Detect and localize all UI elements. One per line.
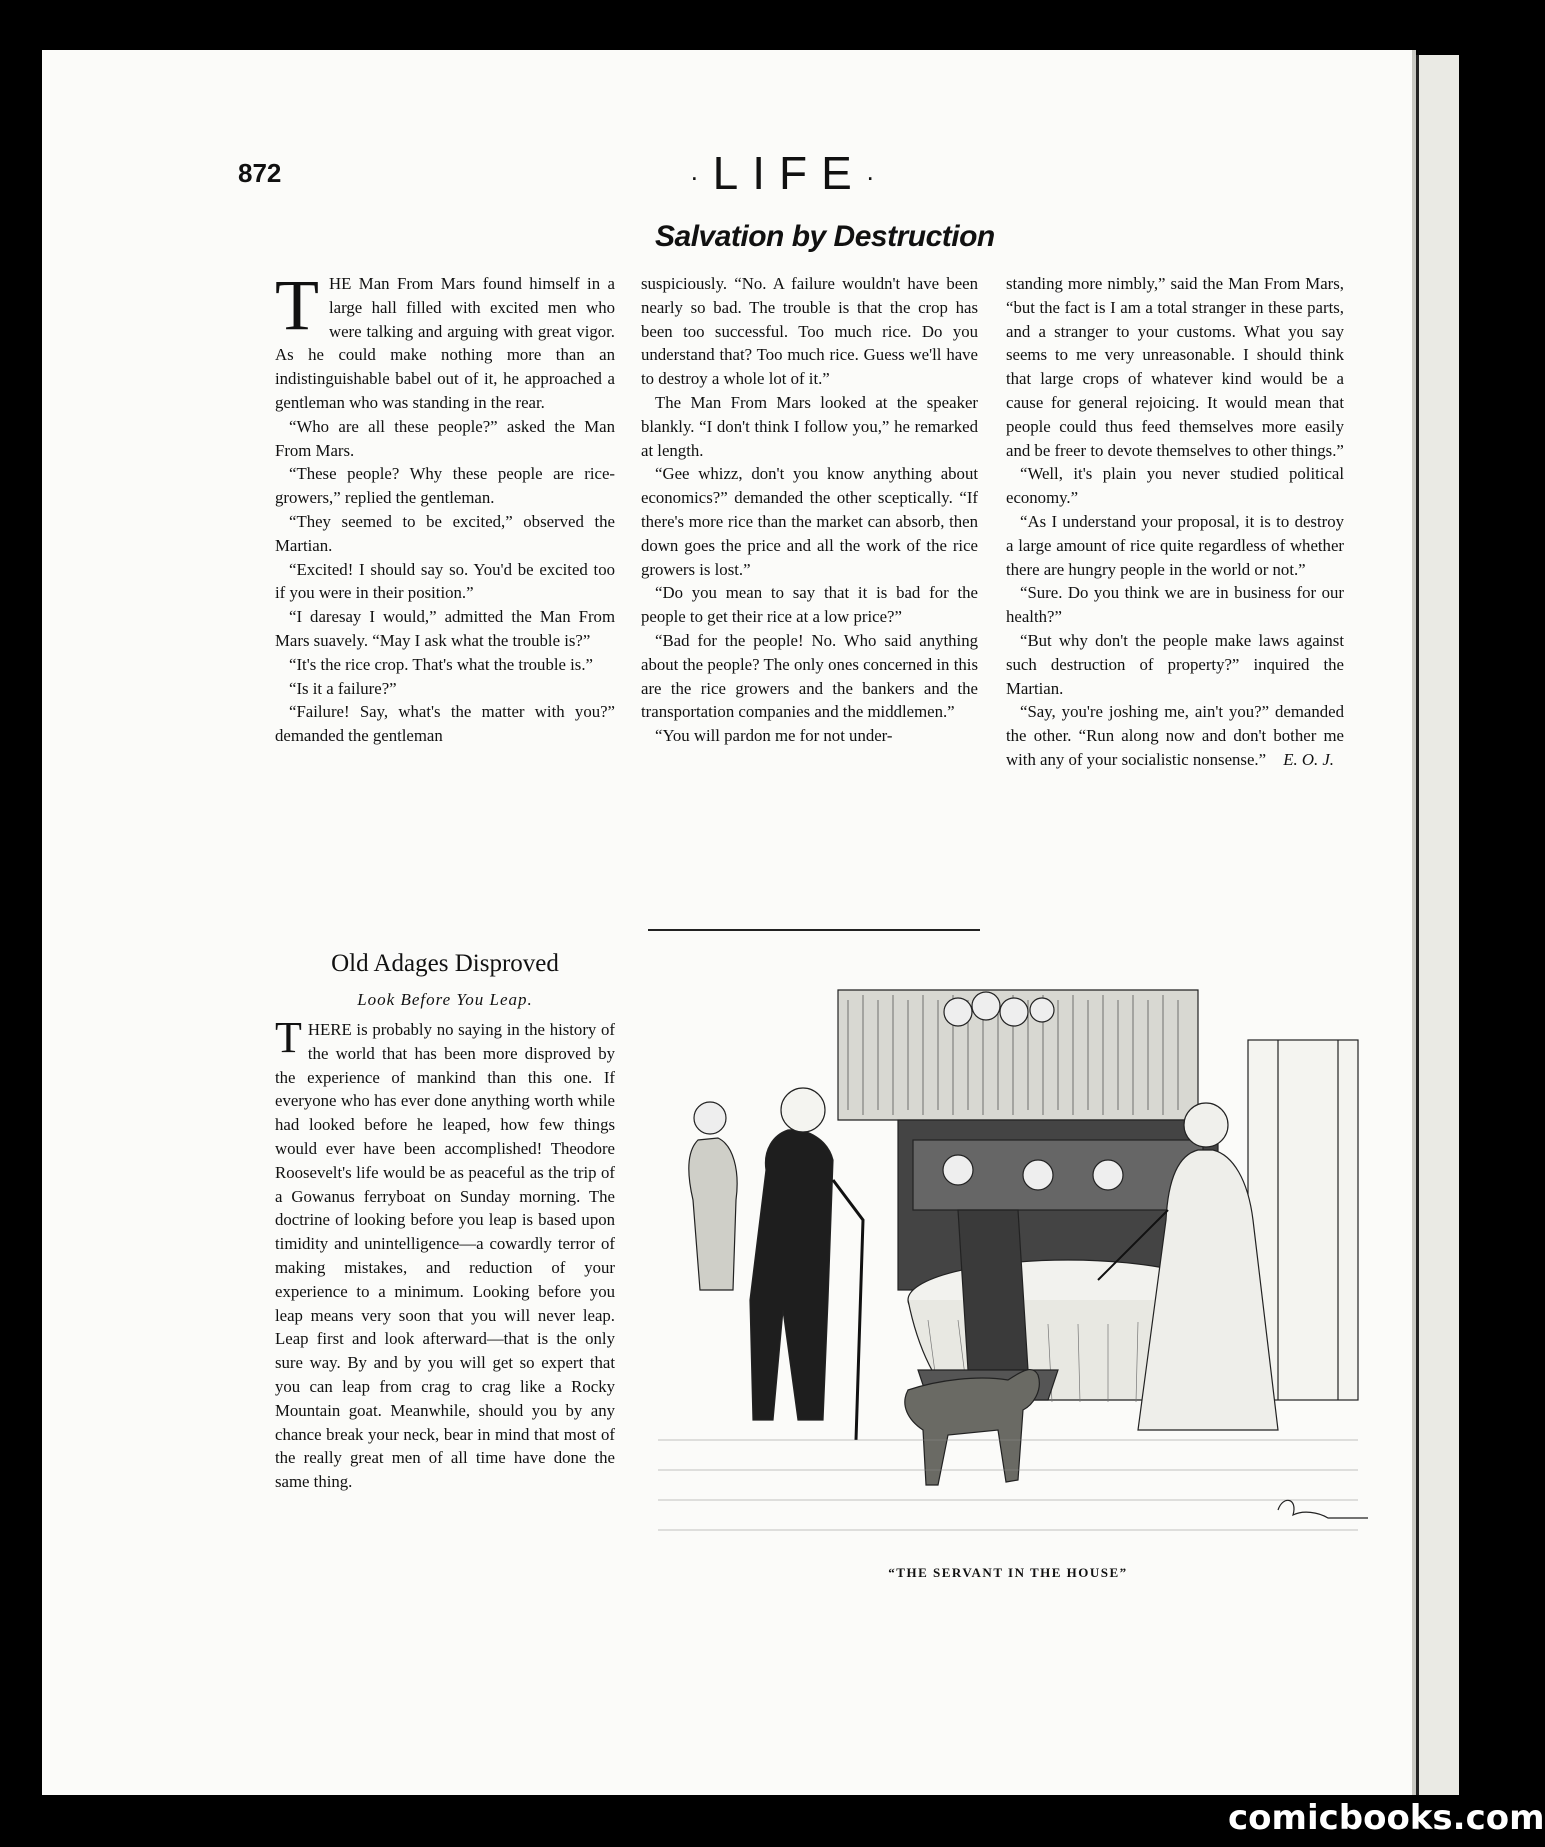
article2-body [275,1013,615,1494]
masthead-dot-right: · [865,161,889,192]
paragraph: “As I understand your proposal, it is to destroy a large amount of rice quite regardless of whether there are hungry people in the world or not.” [1006,511,1344,579]
paragraph: “They seemed to be excited,” observed the Martian. [275,511,615,555]
paragraph: THE Man From Mars found himself in a large hall filled with excited men who were talking and arguing with great vigor. As he could make nothing more than an indistinguishable babel out of it, he approached a gentleman who was standing in the rear. [275,265,615,412]
paragraph: “Excited! I should say so. You'd be excited too if you were in their position.” [275,559,615,603]
paragraph: “Is it a failure?” [289,678,397,698]
site-watermark: comicbooks.com [1228,1798,1545,1838]
paragraph: “Say, you're joshing me, ain't you?” demanded the other. “Run along now and don't bother me with any of your socialistic nonsense.” E. O. J. [1006,700,1344,771]
paragraph: “Sure. Do you think we are in business for our health?” [1006,583,1344,627]
illustration-servant-in-the-house [638,970,1378,1546]
article1-column-1 [275,265,615,748]
paragraph: “But why don't the people make laws against such destruction of property?” inquired the Martian. [1006,630,1344,698]
drop-cap: T [275,1013,302,1062]
adjacent-page-edge [1416,55,1459,1795]
paragraph: “Do you mean to say that it is bad for the people to get their rice at a low price?” [641,583,978,627]
paragraph: “Gee whizz, don't you know anything about economics?” demanded the other sceptically. “If there's more rice than the market can absorb, then down goes the price and all the work of the rice growers is lost.” [641,464,978,579]
paragraph: “Well, it's plain you never studied political economy.” [1006,464,1344,508]
paragraph: standing more nimbly,” said the Man From Mars, “but the fact is I am a total stranger in these parts, and a stranger to your customs. What you say seems to me very unreasonable. I should think that large crops of whatever kind would be a cause for general rejoicing. It would mean that people could thus feed themselves more easily and be freer to devote themselves to other things.” [1006,274,1344,460]
paragraph: THERE is probably no saying in the history of the world that has been more disproved by the experience of mankind than this one. If everyone who has ever done anything worth while had looked before he leaped, how few things would ever have been accomplished! Theodore Roosevelt's life would be as peaceful as the trip of a Gowanus ferryboat on Sunday morning. The doctrine of looking before you leap is based upon timidity and unintelligence—a cowardly terror of making mistakes, and reduction of your experience to a minimum. Looking before you leap means very soon that you will never leap. Leap first and look afterward—that is the only sure way. By and by you will get so expert that you can leap from crag to crag like a Rocky Mountain goat. Meanwhile, should you by any chance break your neck, bear in mind that most of the really great men of all time have done the same thing. [275,1013,615,1492]
page-number: 872 [238,158,282,188]
illustration-caption: “THE SERVANT IN THE HOUSE” [888,1565,1128,1580]
masthead [690,146,889,200]
masthead-title: LIFE [712,147,866,199]
paragraph: “Who are all these people?” asked the Man From Mars. [275,416,615,460]
section-divider [648,929,980,931]
article1-column-3 [1006,272,1344,772]
paragraph: “Bad for the people! No. Who said anything about the people? The only ones concerned in this are the rice growers and the bankers and the transportation companies and the middlemen.” [641,630,978,722]
paragraph: The Man From Mars looked at the speaker blankly. “I don't think I follow you,” he remarked at length. [641,392,978,460]
paragraph: “It's the rice crop. That's what the trouble is.” [289,654,593,674]
paragraph: “You will pardon me for not under- [655,726,893,746]
article-title-salvation: Salvation by Destruction [655,220,995,253]
byline: E. O. J. [1283,749,1334,769]
article-subtitle: Look Before You Leap. [357,990,533,1009]
article1-column-2 [641,272,978,748]
paragraph: “I daresay I would,” admitted the Man From Mars suavely. “May I ask what the trouble is?” [275,607,615,650]
masthead-dot-left: · [690,161,713,192]
article-title-old-adages: Old Adages Disproved [331,950,559,977]
paragraph: “Failure! Say, what's the matter with you?” demanded the gentleman [275,702,615,746]
paragraph: suspiciously. “No. A failure wouldn't have been nearly so bad. The trouble is that the crop has been too successful. Too much rice. Do you understand that? Too much rice. Guess we'll have to destroy a whole lot of it.” [641,274,978,389]
drop-cap: T [275,265,319,345]
paragraph: “These people? Why these people are rice-growers,” replied the gentleman. [275,464,615,508]
